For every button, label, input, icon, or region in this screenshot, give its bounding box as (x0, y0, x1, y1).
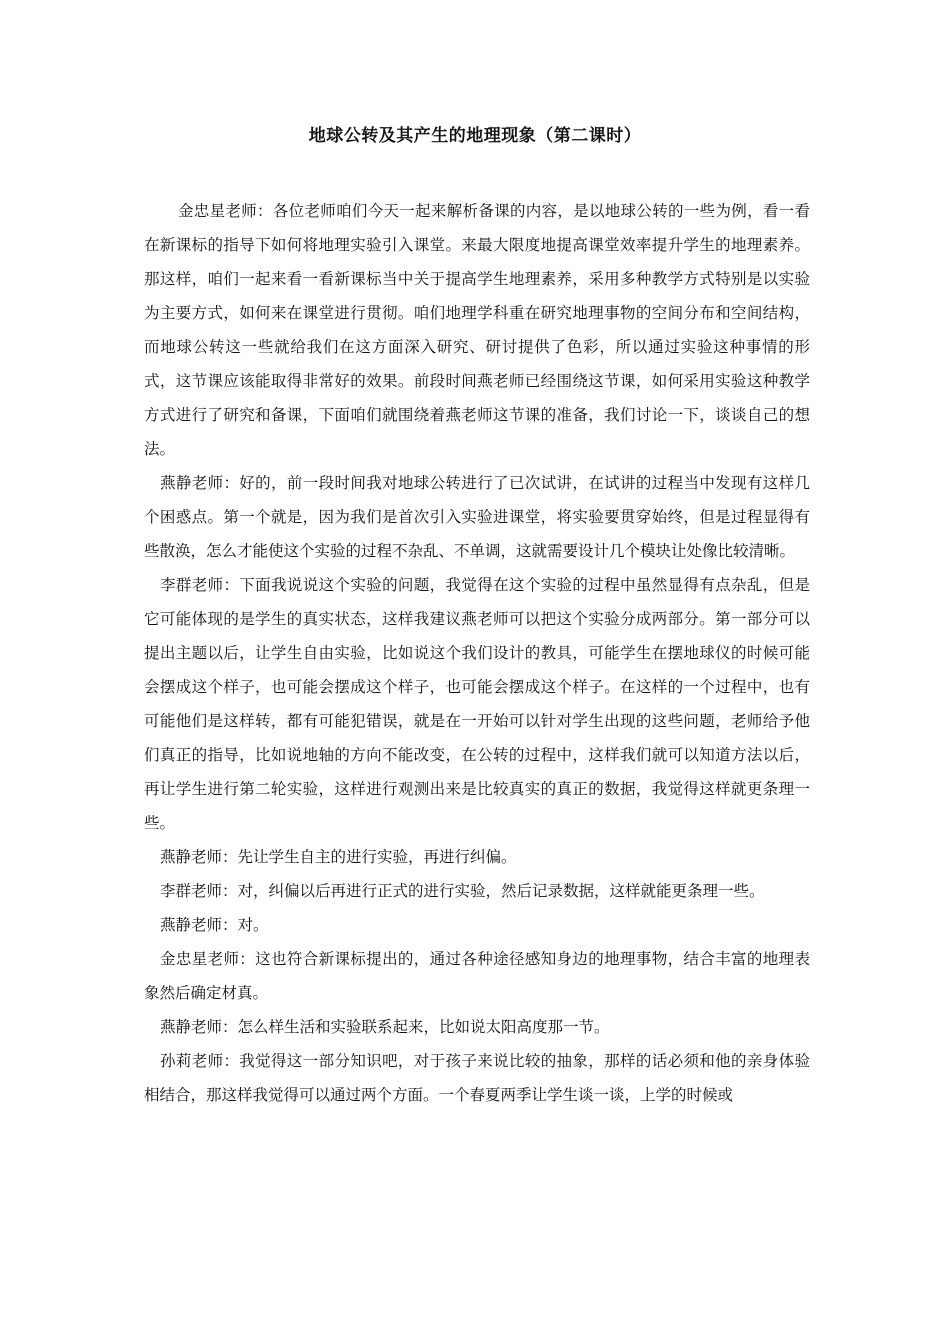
paragraph: 金忠星老师：各位老师咱们今天一起来解析备课的内容，是以地球公转的一些为例，看一看在新课标的指导下如何将地理实验引入课堂。来最大限度地提高课堂效率提升学生的地理素养。那这样，咱们一起来看一看新课标当中关于提高学生地理素养，采用多种教学方式特别是以实验为主要方式，如何来在课堂进行贯彻。咱们地理学科重在研究地理事物的空间分布和空间结构，而地球公转这一些就给我们在这方面深入研究、研讨提供了色彩，所以通过实验这种事情的形式，这节课应该能取得非常好的效果。前段时间燕老师已经围绕这节课，如何采用实验这种教学方式进行了研究和备课，下面咱们就围绕着燕老师这节课的准备，我们讨论一下，谈谈自己的想法。 (144, 202, 810, 458)
paragraph: 燕静老师：对。 (160, 916, 269, 934)
paragraph: 孙莉老师：我觉得这一部分知识吧，对于孩子来说比较的抽象，那样的话必须和他的亲身体验相结合，那这样我觉得可以通过两个方面。一个春夏两季让学生谈一谈，上学的时候或 (144, 1052, 810, 1104)
paragraph: 燕静老师：好的，前一段时间我对地球公转进行了已次试讲，在试讲的过程当中发现有这样几个困惑点。第一个就是，因为我们是首次引入实验进课堂，将实验要贯穿始终，但是过程显得有些散涣，怎么才能使这个实验的过程不杂乱、不单调，这就需要设计几个模块让处像比较清晰。 (144, 474, 810, 560)
paragraph: 金忠星老师：这也符合新课标提出的，通过各种途径感知身边的地理事物，结合丰富的地理表象然后确定材真。 (144, 950, 810, 1002)
document-title: 地球公转及其产生的地理现象（第二课时） (308, 126, 642, 146)
paragraph: 燕静老师：怎么样生活和实验联系起来，比如说太阳高度那一节。 (160, 1018, 610, 1036)
document-body (144, 194, 810, 1112)
paragraph: 李群老师：下面我说说这个实验的问题，我觉得在这个实验的过程中虽然显得有点杂乱，但是它可能体现的是学生的真实状态，这样我建议燕老师可以把这个实验分成两部分。第一部分可以提出主题以后，让学生自由实验，比如说这个我们设计的教具，可能学生在摆地球仪的时候可能会摆成这个样子，也可能会摆成这个样子，也可能会摆成这个样子。在这样的一个过程中，也有可能他们是这样转，都有可能犯错误，就是在一开始可以针对学生出现的这些问题，老师给予他们真正的指导，比如说地轴的方向不能改变，在公转的过程中，这样我们就可以知道方法以后，再让学生进行第二轮实验，这样进行观测出来是比较真实的真正的数据，我觉得这样就更条理一些。 (144, 576, 810, 832)
paragraph: 燕静老师：先让学生自主的进行实验，再进行纠偏。 (160, 848, 517, 866)
paragraph: 李群老师：对，纠偏以后再进行正式的进行实验，然后记录数据，这样就能更条理一些。 (160, 882, 765, 900)
